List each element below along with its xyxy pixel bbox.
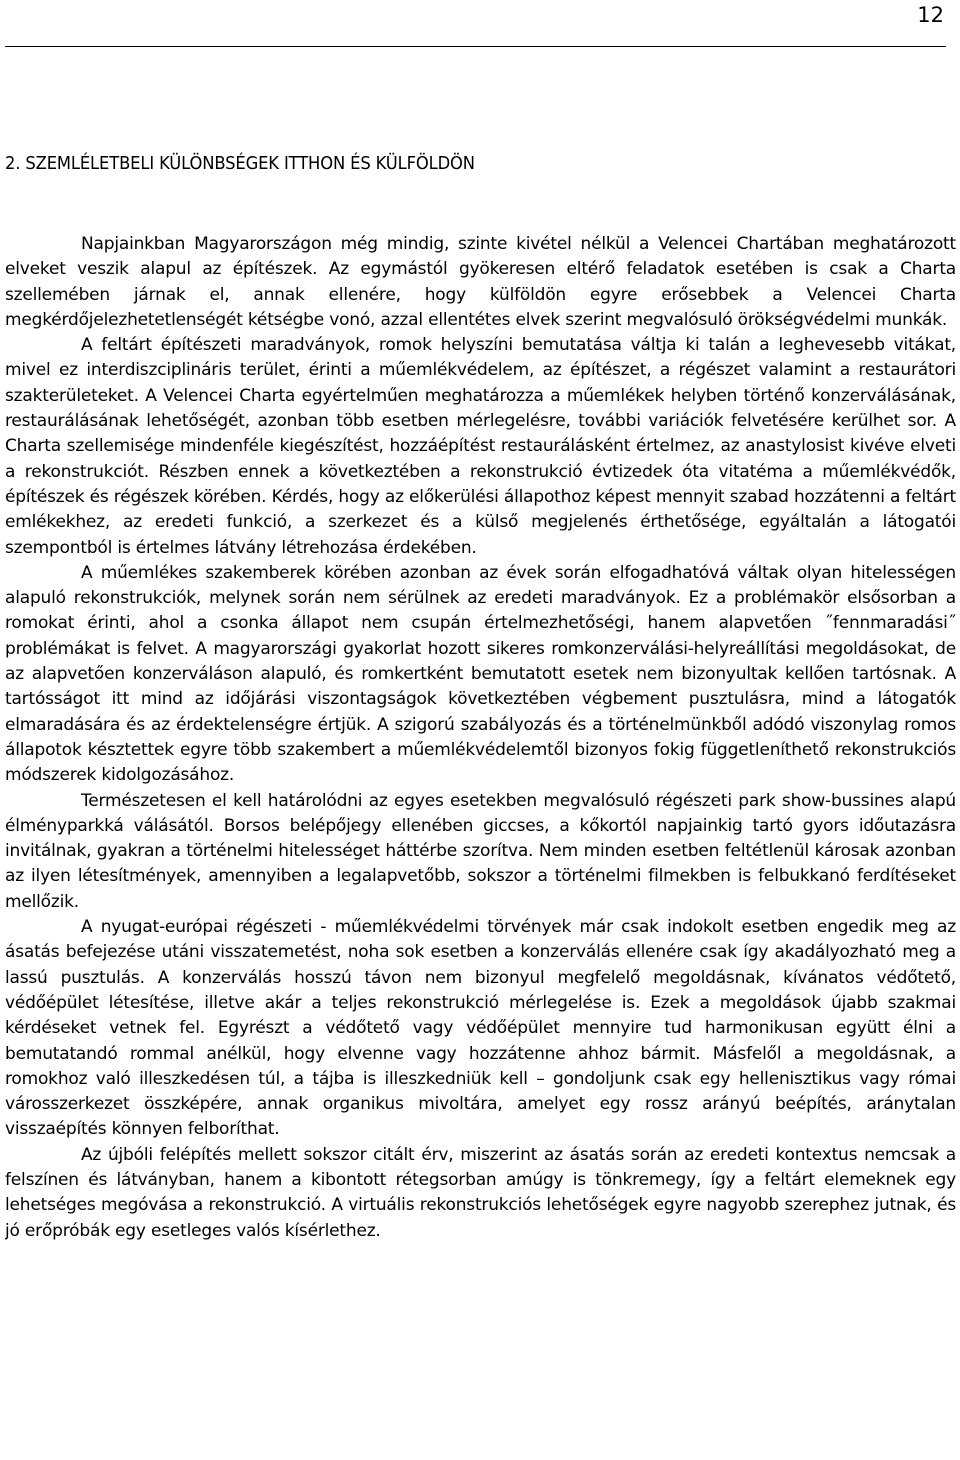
page-number: 12 bbox=[917, 3, 944, 27]
paragraph: Napjainkban Magyarországon még mindig, szinte kivétel nélkül a Velencei Chartában meghatározott elveket veszik alapul az építészek. Az egymástól gyökeresen eltérő feladatok esetében is csak a Charta szellemében járnak el, annak ellenére, hogy külföldön egyre erősebbek a Velencei Charta megkérdőjelezhetetlenségét kétségbe vonó, azzal ellentétes elvek szerint megvalósuló örökségvédelmi munkák. bbox=[5, 234, 956, 330]
paragraph: A feltárt építészeti maradványok, romok helyszíni bemutatása váltja ki talán a leghevesebb vitákat, mivel ez interdiszciplináris terület, érinti a műemlékvédelem, az építészet, a régészet valamint a restaurátori szakterületeket. A Velencei Charta egyértelműen meghatározza a műemlékek helyben történő konzerválásának, restaurálásának lehetőségét, azonban több esetben mérlegelésre, további variációk felvetésére kerülhet sor. A Charta szellemisége mindenféle kiegészítést, hozzáépítést restaurálásként értelmez, az anastylosist kivéve elveti a rekonstrukciót. Részben ennek a következtében a rekonstrukció évtizedek óta vitatéma a műemlékvédők, építészek és régészek körében. Kérdés, hogy az előkerülési állapothoz képest mennyit szabad hozzátenni a feltárt emlékekhez, az eredeti funkció, a szerkezet és a külső megjelenés érthetősége, egyáltalán a látogatói szempontból is értelmes látvány létrehozása érdekében. bbox=[5, 335, 956, 558]
body-text bbox=[5, 232, 956, 1460]
paragraph: A nyugat-európai régészeti - műemlékvédelmi törvények már csak indokolt esetben engedik meg az ásatás befejezése utáni visszatemetést, noha sok esetben a konzerválás ellenére csak így akadályozható meg a lassú pusztulás. A konzerválás hosszú távon nem bizonyul megfelelő megoldásnak, kívánatos védőtető, védőépület létesítése, illetve akár a teljes rekonstrukció mérlegelése is. Ezek a megoldások újabb szakmai kérdéseket vetnek fel. Egyrészt a védőtető vagy védőépület mennyire tud harmonikusan együtt élni a bemutatandó rommal anélkül, hogy elvenne vagy hozzátenne ahhoz bármit. Másfelől a megoldásnak, a romokhoz való illeszkedésen túl, a tájba is illeszkedniük kell – gondoljunk csak egy hellenisztikus vagy római városszerkezet összképére, annak organikus mivoltára, amelyet egy rossz arányú beépítés, aránytalan visszaépítés könnyen felboríthat. bbox=[5, 917, 956, 1140]
chapter-title: 2. SZEMLÉLETBELI KÜLÖNBSÉGEK ITTHON ÉS KÜLFÖLDÖN bbox=[5, 154, 475, 174]
paragraph: Természetesen el kell határolódni az egyes esetekben megvalósuló régészeti park show-bussines alapú élményparkká válásától. Borsos belépőjegy ellenében giccses, a kőkortól napjainkig tartó gyors időutazásra invitálnak, gyakran a történelmi hitelességet háttérbe szorítva. Nem minden esetben feltétlenül károsak azonban az ilyen létesítmények, amennyiben a legalapvetőbb, sokszor a történelmi filmekben is felbukkanó ferdítéseket mellőzik. bbox=[5, 790, 956, 912]
page-header bbox=[0, 0, 960, 52]
paragraph: A műemlékes szakemberek körében azonban az évek során elfogadhatóvá váltak olyan hitelességen alapuló rekonstrukciók, melynek során nem sérülnek az eredeti maradványok. Ez a problémakör elsősorban a romokat érinti, ahol a csonka állapot nem csupán értelmezhetőségi, hanem alapvetően ˝fennmaradási˝ problémákat is felvet. A magyarországi gyakorlat hozott sikeres romkonzerválási-helyreállítási megoldásokat, de az alapvetően konzerváláson alapuló, és romkertként bemutatott esetek nem bizonyultak kellően tartósnak. A tartósságot itt mind az időjárási viszontagságok következtében végbement pusztulásra, mind a látogatók elmaradására és az érdektelenségre értjük. A szigorú szabályozás és a történelmünkből adódó viszonylag romos állapotok késztettek egyre több szakembert a műemlékvédelemtől bizonyos fokig függetleníthető rekonstrukciós módszerek kidolgozásához. bbox=[5, 562, 956, 786]
header-rule bbox=[5, 46, 946, 47]
paragraph: Az újbóli felépítés mellett sokszor citált érv, miszerint az ásatás során az eredeti kontextus nemcsak a felszínen és látványban, hanem a kibontott rétegsorban amúgy is tönkremegy, így a feltárt elemeknek egy lehetséges megóvása a rekonstrukció. A virtuális rekonstrukciós lehetőségek egyre nagyobb szerephez jutnak, és jó erőpróbák egy esetleges valós kísérlethez. bbox=[5, 1144, 956, 1241]
